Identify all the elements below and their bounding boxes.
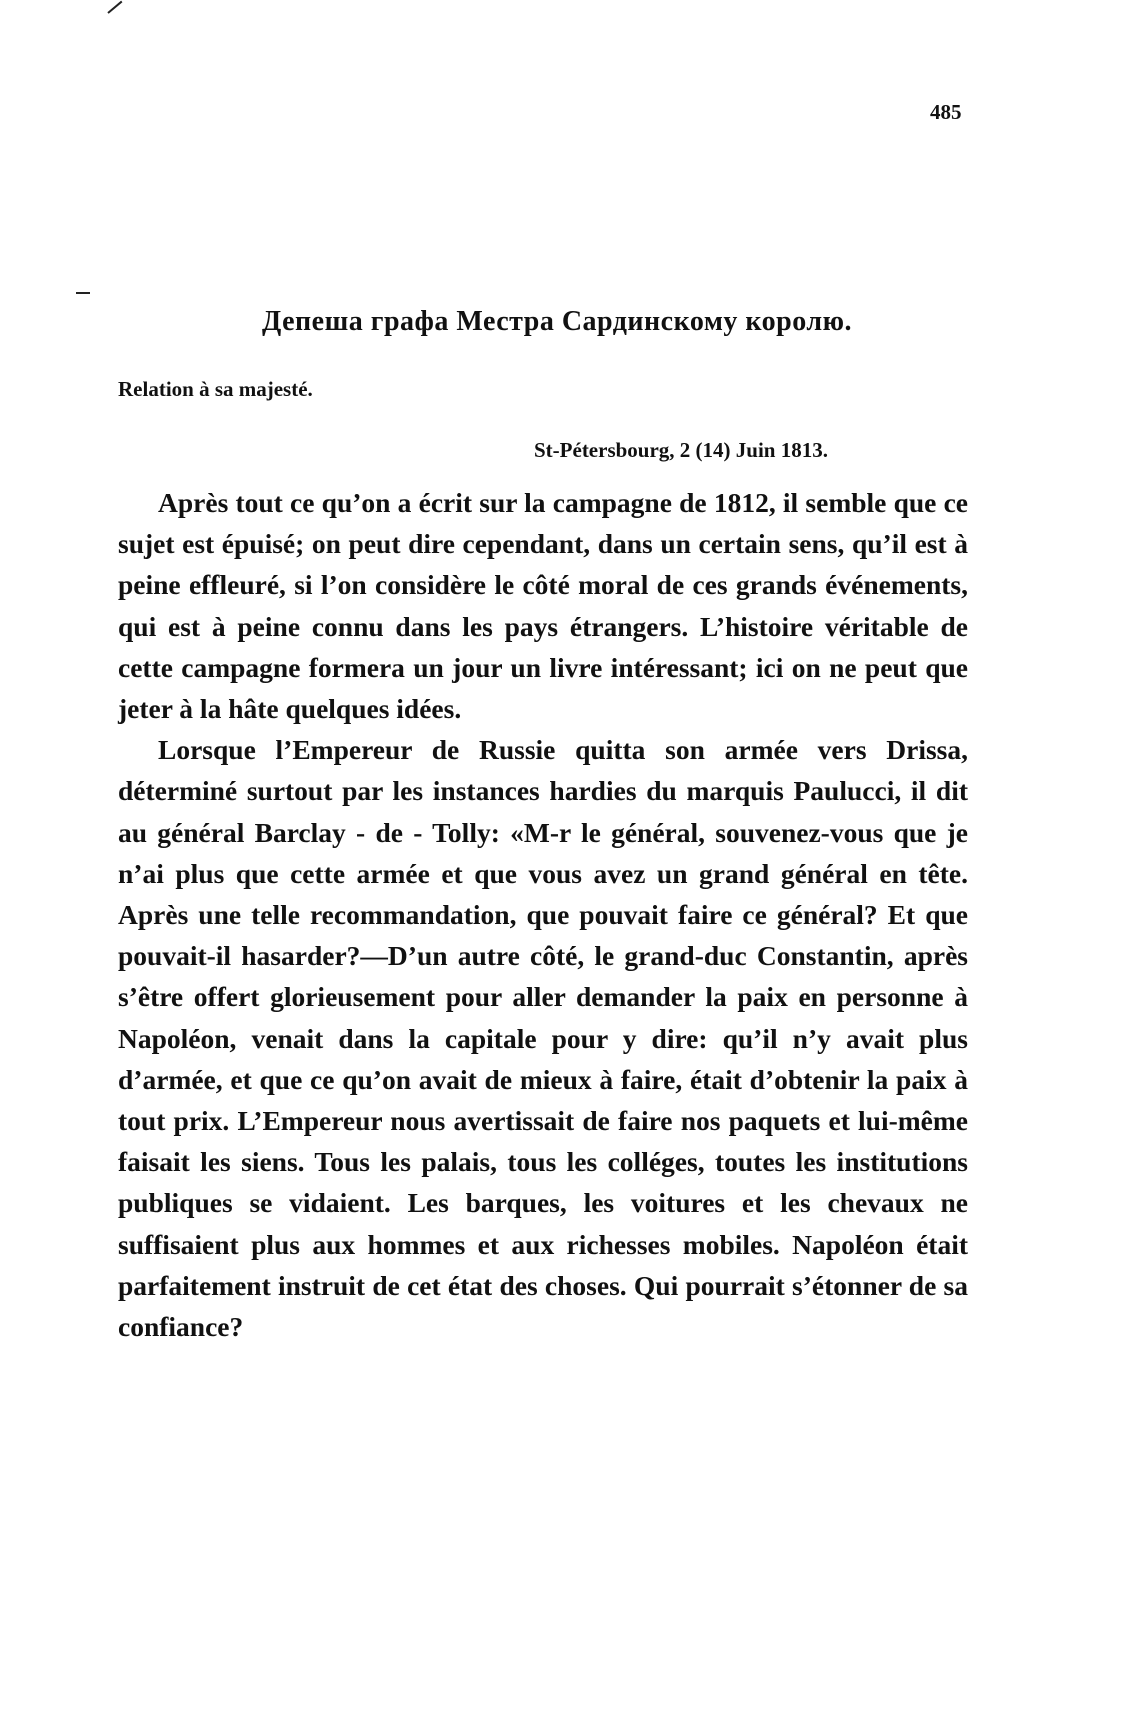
paragraph: Après tout ce qu’on a écrit sur la campagne de 1812, il semble que ce sujet est épuisé; on peut dire cependant, dans un certain sens, qu’il est à peine effleuré, si l’on considère le côté moral de ces grands événements, qui est à peine connu dans les pays étrangers. L’histoire véritable de cette campagne formera un jour un livre intéressant; ici on ne peut que jeter à la hâte quelques idées. <box>118 487 968 725</box>
body-text <box>118 482 968 1347</box>
document-subheading: Relation à sa majesté. <box>118 377 313 401</box>
document-heading: Депеша графа Местра Сардинскому королю. <box>262 306 852 337</box>
paragraph: Lorsque l’Empereur de Russie quitta son armée vers Drissa, déterminé surtout par les instances hardies du marquis Paulucci, il dit au général Barclay - de - Tolly: «M-r le général, souvenez-vous que je n’ai plus que cette armée et que vous avez un grand général en tête. Après une telle recommandation, que pouvait faire ce général? Et que pouvait-il hasarder?—D’un autre côté, le grand-duc Constantin, après s’être offert glorieusement pour aller demander la paix en personne à Napoléon, venait dans la capitale pour y dire: qu’il n’y avait plus d’armée, et que ce qu’on avait de mieux à faire, était d’obtenir la paix à tout prix. L’Empereur nous avertissait de faire nos paquets et lui-même faisait les siens. Tous les palais, tous les colléges, toutes les institutions publiques se vidaient. Les barques, les voitures et les chevaux ne suffisaient plus aux hommes et aux richesses mobiles. Napoléon était parfaitement instruit de cet état des choses. Qui pourrait s’étonner de sa confiance? <box>118 734 968 1343</box>
stray-ink-dash <box>76 292 90 294</box>
stray-ink-mark <box>107 1 122 14</box>
page-number: 485 <box>930 100 962 124</box>
dateline: St-Pétersbourg, 2 (14) Juin 1813. <box>534 438 828 462</box>
